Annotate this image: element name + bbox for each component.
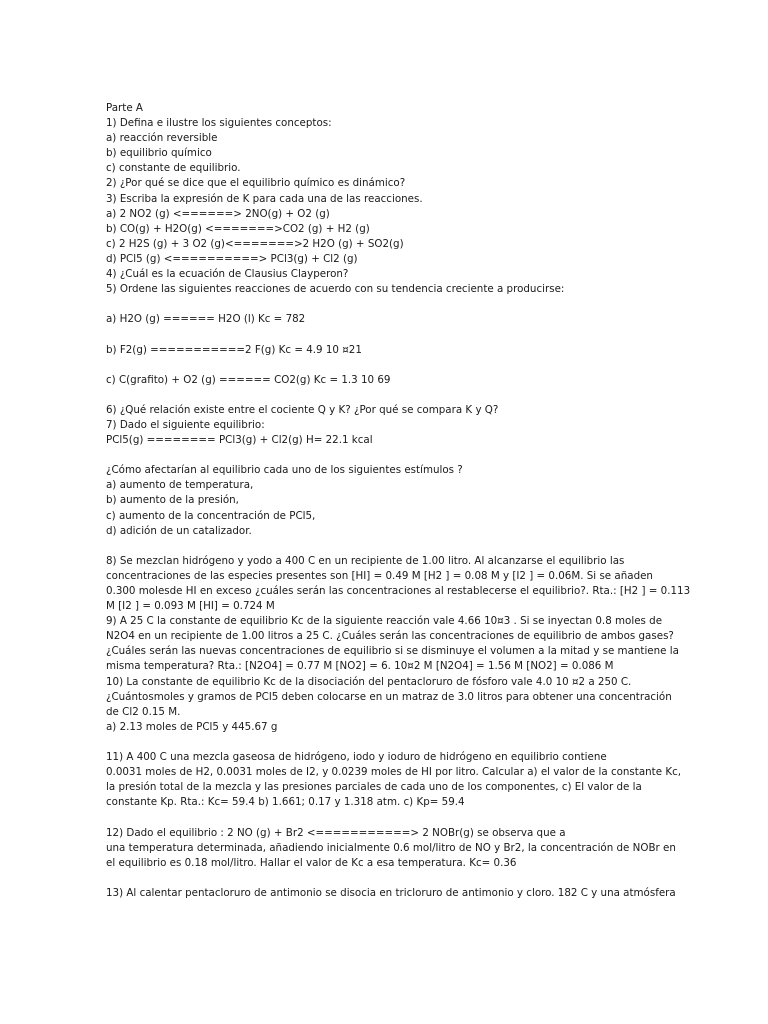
text-line: a) H2O (g) ====== H2O (l) Kc = 782	[106, 313, 306, 326]
text-line: 10) La constante de equilibrio Kc de la disociación del pentacloruro de fósforo vale 4.0 10 ¤2 a 250 C.	[106, 675, 632, 688]
text-line: 11) A 400 C una mezcla gaseosa de hidrógeno, iodo y ioduro de hidrógeno en equilibrio contiene	[106, 751, 607, 764]
text-line: de Cl2 0.15 M.	[106, 705, 181, 718]
text-line: 0.300 molesde HI en exceso ¿cuáles serán las concentraciones al restablecerse el equilibrio?. Rta.: [H2 ] = 0.113	[106, 585, 691, 597]
blank-line	[106, 810, 666, 825]
text-line: 7) Dado el siguiente equilibrio:	[106, 418, 265, 431]
text-line: c) 2 H2S (g) + 3 O2 (g)<=======>2 H2O (g) + SO2(g)	[106, 237, 404, 250]
text-line: 1) Defina e ilustre los siguientes conceptos:	[106, 117, 332, 130]
text-line: ¿Cuáles serán las nuevas concentraciones de equilibrio si se disminuye el volumen a la mitad y se mantiene la	[106, 645, 679, 658]
text-line: d) adición de un catalizador.	[106, 524, 252, 537]
text-line: constante Kp. Rta.: Kc= 59.4 b) 1.661; 0.17 y 1.318 atm. c) Kp= 59.4	[106, 796, 465, 809]
text-line: b) equilibrio químico	[106, 147, 212, 160]
text-line: a) reacción reversible	[106, 132, 218, 145]
text-line: 3) Escriba la expresión de K para cada una de las reacciones.	[106, 192, 423, 205]
text-line: 6) ¿Qué relación existe entre el cociente Q y K? ¿Por qué se compara K y Q?	[106, 403, 499, 416]
text-line: b) F2(g) ===========2 F(g) Kc = 4.9 10 ¤21	[106, 343, 362, 356]
text-line: a) aumento de temperatura,	[106, 479, 254, 492]
text-line: a) 2 NO2 (g) <======> 2NO(g) + O2 (g)	[106, 207, 330, 220]
text-line: misma temperatura? Rta.: [N2O4] = 0.77 M [NO2] = 6. 10¤2 M [N2O4] = 1.56 M [NO2] = 0.086 M	[106, 660, 614, 673]
blank-line	[106, 297, 666, 312]
blank-line	[106, 871, 666, 886]
text-line: N2O4 en un recipiente de 1.00 litros a 25 C. ¿Cuáles serán las concentraciones de equilibrio de ambos gases?	[106, 630, 674, 643]
text-line: 12) Dado el equilibrio : 2 NO (g) + Br2 <===========> 2 NOBr(g) se observa que a	[106, 826, 566, 839]
text-line: Parte A	[106, 102, 143, 114]
text-line: c) constante de equilibrio.	[106, 162, 241, 175]
text-line: el equilibrio es 0.18 mol/litro. Hallar el valor de Kc a esa temperatura. Kc= 0.36	[106, 856, 517, 869]
text-line: 9) A 25 C la constante de equilibrio Kc de la siguiente reacción vale 4.66 10¤3 . Si se inyectan 0.8 moles de	[106, 615, 663, 628]
text-line: 13) Al calentar pentacloruro de antimonio se disocia en tricloruro de antimonio y cloro. 182 C y una atmósfera	[106, 886, 676, 899]
text-line: b) aumento de la presión,	[106, 494, 239, 507]
text-line: 8) Se mezclan hidrógeno y yodo a 400 C en un recipiente de 1.00 litro. Al alcanzarse el equilibrio las	[106, 554, 625, 567]
blank-line	[106, 358, 666, 373]
blank-line	[106, 327, 666, 342]
blank-line	[106, 388, 666, 403]
text-line: b) CO(g) + H2O(g) <=======>CO2 (g) + H2 (g)	[106, 222, 370, 235]
text-line: d) PCl5 (g) <==========> PCl3(g) + Cl2 (g)	[106, 252, 358, 265]
text-line: 5) Ordene las siguientes reacciones de acuerdo con su tendencia creciente a producirse:	[106, 283, 565, 296]
blank-line	[106, 448, 666, 463]
text-line: ¿Cuántosmoles y gramos de PCl5 deben colocarse en un matraz de 3.0 litros para obtener una concentración	[106, 690, 672, 703]
text-line: 4) ¿Cuál es la ecuación de Clausius Clayperon?	[106, 268, 349, 281]
text-line: 0.0031 moles de H2, 0.0031 moles de I2, y 0.0239 moles de HI por litro. Calcular a) el valor de la constante Kc,	[106, 766, 682, 779]
text-line: M [I2 ] = 0.093 M [HI] = 0.724 M	[106, 600, 275, 613]
text-line: la presión total de la mezcla y las presiones parciales de cada uno de los componentes, c) El valor de la	[106, 781, 642, 794]
text-line: PCl5(g) ======== PCl3(g) + Cl2(g) H= 22.1 kcal	[106, 434, 373, 447]
blank-line	[106, 539, 666, 554]
blank-line	[106, 735, 666, 750]
text-line: a) 2.13 moles de PCl5 y 445.67 g	[106, 720, 278, 733]
text-line: concentraciones de las especies presentes son [HI] = 0.49 M [H2 ] = 0.08 M y [I2 ] = 0.06M. Si se añaden	[106, 569, 653, 582]
text-line: 2) ¿Por qué se dice que el equilibrio químico es dinámico?	[106, 177, 406, 190]
text-line: c) aumento de la concentración de PCl5,	[106, 509, 316, 522]
text-line: c) C(grafito) + O2 (g) ====== CO2(g) Kc = 1.3 10 69	[106, 373, 391, 386]
document-page	[106, 101, 691, 901]
text-line: ¿Cómo afectarían al equilibrio cada uno de los siguientes estímulos ?	[106, 464, 463, 477]
text-line: una temperatura determinada, añadiendo inicialmente 0.6 mol/litro de NO y Br2, la concentración de NOBr en	[106, 841, 676, 854]
